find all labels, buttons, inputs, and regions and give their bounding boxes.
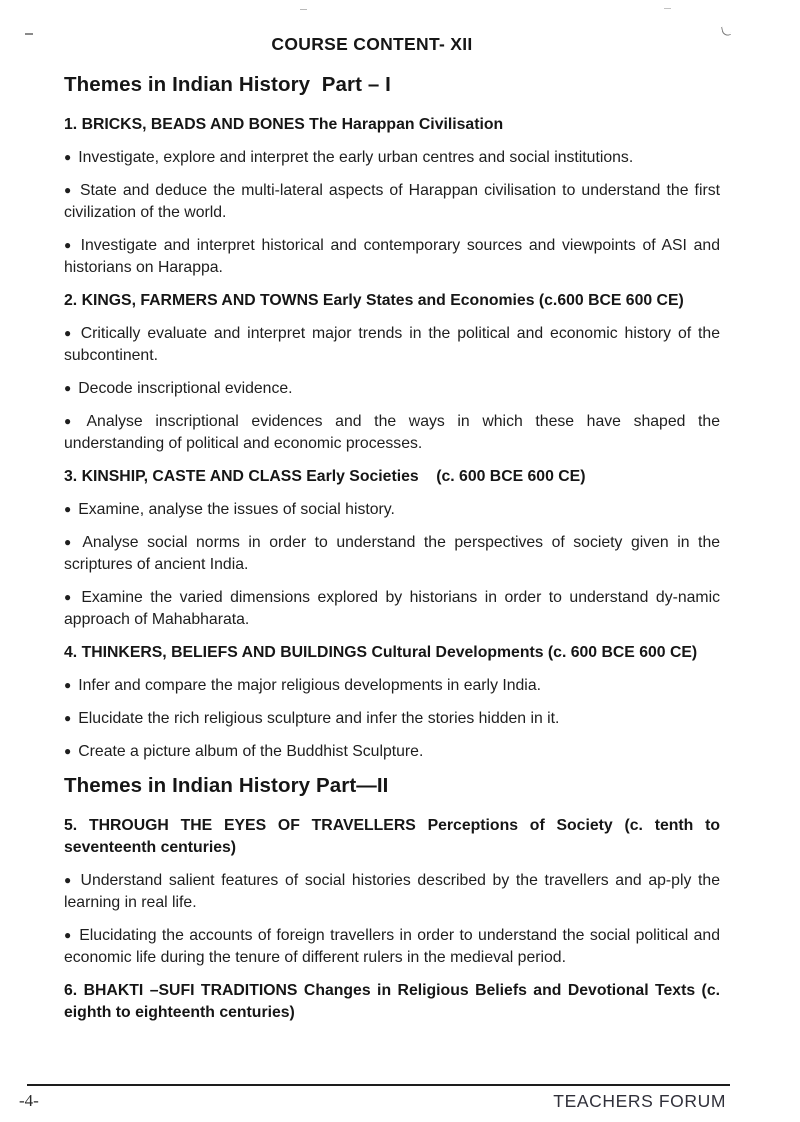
bullet-item [64,147,720,169]
publisher-name: TEACHERS FORUM [553,1091,726,1111]
scan-artifact [664,8,671,9]
bullet-text: Analyse inscriptional evidences and the ways in which these have shaped the understanding of political and economic processes. [64,413,721,452]
scan-artifact [721,25,731,36]
bullet-text: Understand salient features of social histories described by the travellers and ap-ply the learning in real life. [64,872,721,911]
topic-1-heading: 1. BRICKS, BEADS AND BONES The Harappan Civilisation [64,116,504,133]
bullet-item [64,411,720,455]
bullet-icon: ● [64,873,74,887]
bullet-icon: ● [64,414,80,428]
bullet-text: State and deduce the multi-lateral aspects of Harappan civilisation to understand the first civilization of the world. [64,182,721,221]
bullet-icon: ● [64,711,72,725]
bullet-item [64,925,720,969]
topic-5-heading: 5. THROUGH THE EYES OF TRAVELLERS Perceptions of Society (c. tenth to seventeenth centuries) [64,817,720,856]
bullet-text: Examine, analyse the issues of social history. [78,501,395,518]
bullet-text: Critically evaluate and interpret major trends in the political and economic history of the subcontinent. [64,325,720,364]
bullet-icon: ● [64,326,74,340]
bullet-icon: ● [64,502,72,516]
bullet-item [64,587,720,631]
bullet-item [64,323,720,367]
bullet-text: Elucidating the accounts of foreign travellers in order to understand the social political and economic life during the tenure of different rulers in the medieval period. [64,927,721,966]
bullet-icon: ● [64,150,72,164]
document-content [64,34,720,1035]
bullet-icon: ● [64,744,72,758]
bullet-item [64,675,720,697]
page-title: COURSE CONTENT- XII [271,34,473,54]
bullet-item [64,870,720,914]
footer-divider [27,1084,730,1086]
bullet-item [64,708,720,730]
scan-artifact [300,9,307,10]
part-2-heading: Themes in Indian History Part—II [64,774,389,797]
bullet-icon: ● [64,183,73,197]
bullet-item [64,235,720,279]
bullet-text: Investigate, explore and interpret the early urban centres and social institutions. [78,149,634,166]
bullet-text: Create a picture album of the Buddhist Sculpture. [78,743,424,760]
bullet-item [64,741,720,763]
bullet-item [64,499,720,521]
bullet-text: Examine the varied dimensions explored by historians in order to understand dy-namic approach of Mahabharata. [64,589,720,628]
topic-6-heading: 6. BHAKTI –SUFI TRADITIONS Changes in Religious Beliefs and Devotional Texts (c. eighth to eighteenth centuries) [64,982,720,1021]
bullet-text: Elucidate the rich religious sculpture and infer the stories hidden in it. [78,710,560,727]
bullet-text: Infer and compare the major religious developments in early India. [78,677,541,694]
bullet-icon: ● [64,678,72,692]
bullet-item [64,378,720,400]
bullet-text: Decode inscriptional evidence. [78,380,293,397]
bullet-icon: ● [64,535,76,549]
bullet-text: Investigate and interpret historical and contemporary sources and viewpoints of ASI and historians on Harappa. [64,237,720,276]
bullet-icon: ● [64,590,75,604]
topic-3-heading: 3. KINSHIP, CASTE AND CLASS Early Societies (c. 600 BCE 600 CE) [64,468,586,485]
bullet-text: Analyse social norms in order to understand the perspectives of society given in the scriptures of ancient India. [64,534,721,573]
bullet-item [64,532,720,576]
bullet-icon: ● [64,928,73,942]
scan-artifact [25,33,33,35]
bullet-icon: ● [64,238,74,252]
page-number: -4- [19,1091,39,1110]
bullet-item [64,180,720,224]
topic-4-heading: 4. THINKERS, BELIEFS AND BUILDINGS Cultural Developments (c. 600 BCE 600 CE) [64,644,698,661]
bullet-icon: ● [64,381,72,395]
part-1-heading: Themes in Indian History Part – I [64,73,391,96]
topic-2-heading: 2. KINGS, FARMERS AND TOWNS Early States and Economies (c.600 BCE 600 CE) [64,292,684,309]
